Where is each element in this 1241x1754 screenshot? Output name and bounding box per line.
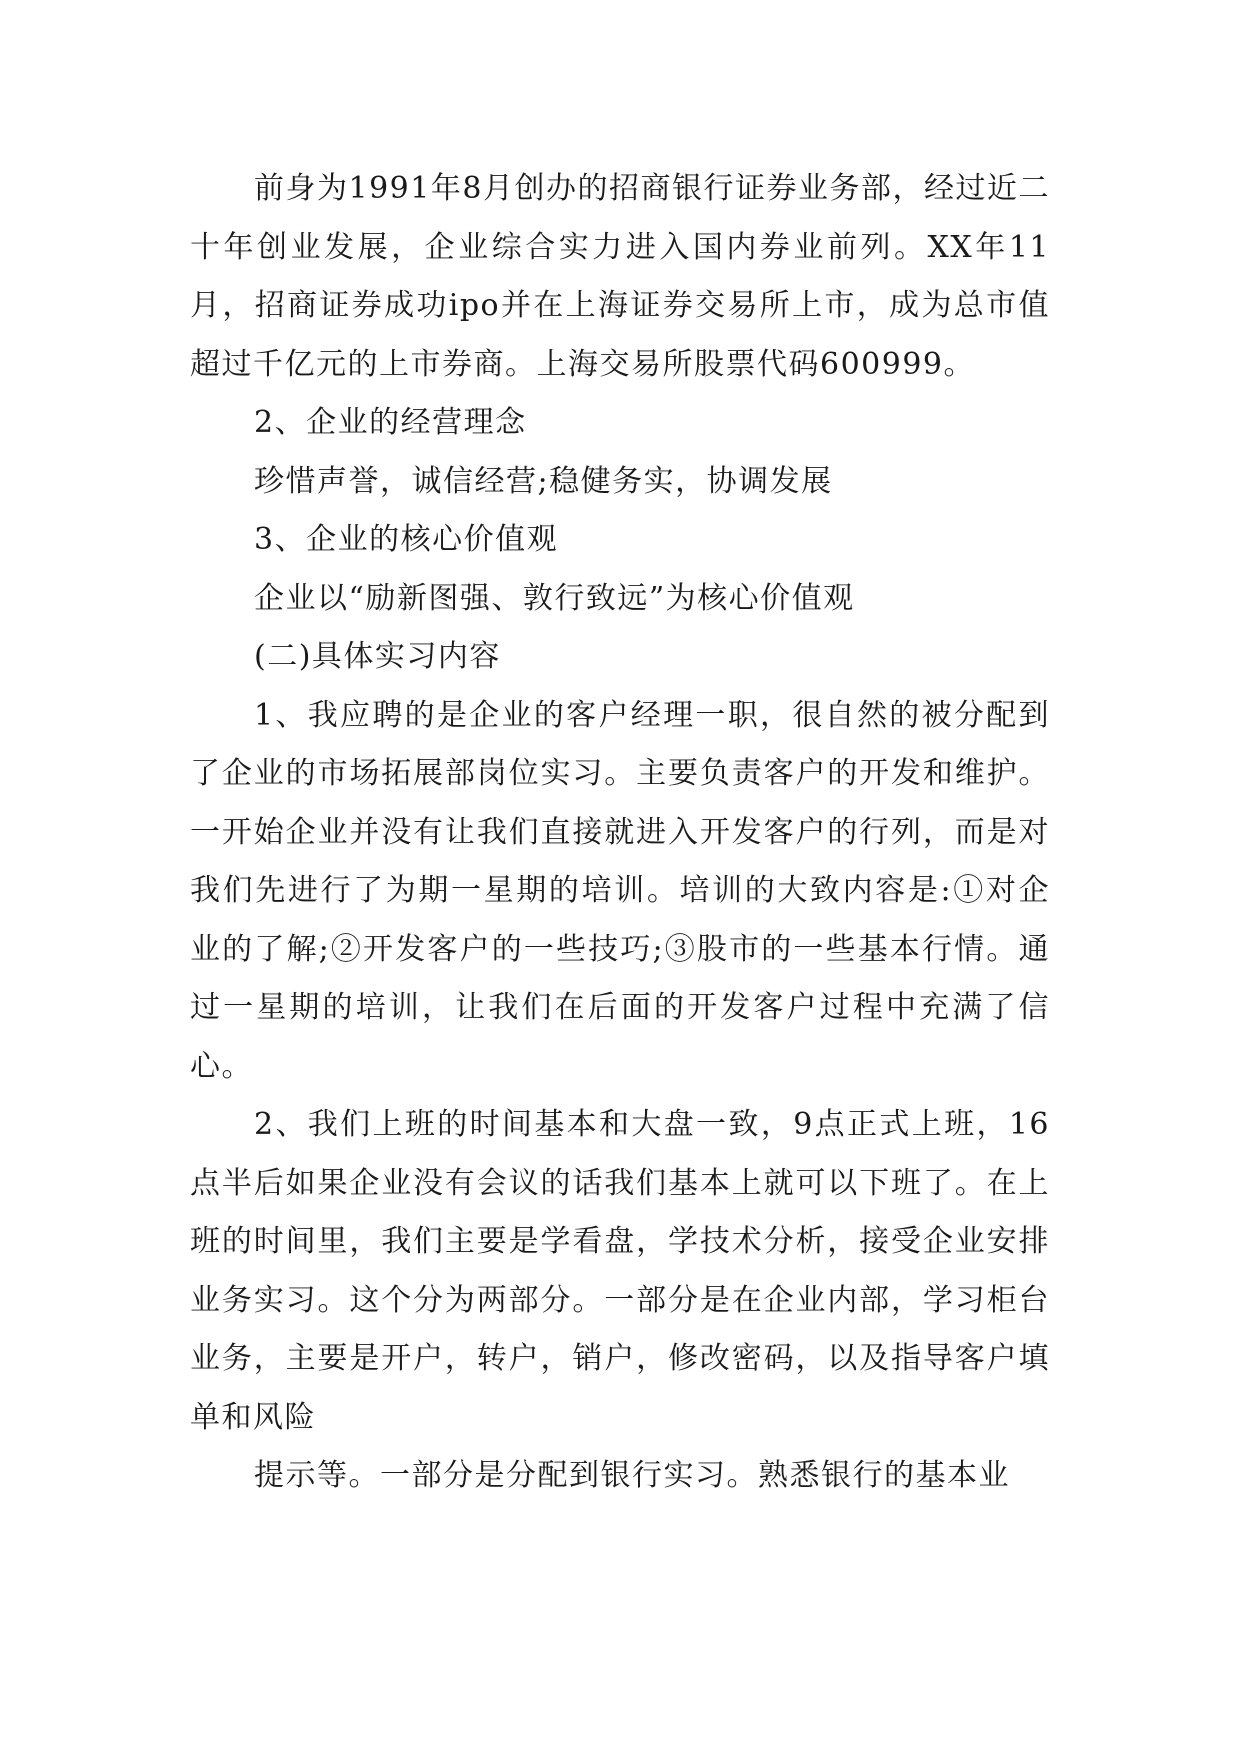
paragraph-bank-internship: 提示等。一部分是分配到银行实习。熟悉银行的基本业 — [254, 1458, 1010, 1493]
paragraph-company-history: 前身为1991年8月创办的招商银行证券业务部，经过近二十年创业发展，企业综合实力进入国内券业前列。XX年11月，招商证券成功ipo并在上海证券交易所上市，成为总市值超过千亿元的上市券商。上海交易所股票代码600999。 — [190, 171, 1050, 382]
heading-core-values: 3、企业的核心价值观 — [254, 522, 559, 557]
paragraph-business-philosophy: 珍惜声誉，诚信经营;稳健务实，协调发展 — [254, 463, 833, 499]
paragraph-core-values: 企业以“励新图强、敦行致远”为核心价值观 — [254, 580, 855, 616]
paragraph-internship-item-1: 1、我应聘的是企业的客户经理一职，很自然的被分配到了企业的市场拓展部岗位实习。主要负责客户的开发和维护。一开始企业并没有让我们直接就进入开发客户的行列，而是对我们先进行了为期一星期的培训。培训的大致内容是:①对企业的了解;②开发客户的一些技巧;③股市的一些基本行情。通过一星期的培训，让我们在后面的开发客户过程中充满了信心。 — [190, 697, 1050, 1084]
paragraph-internship-item-2: 2、我们上班的时间基本和大盘一致，9点正式上班，16点半后如果企业没有会议的话我们基本上就可以下班了。在上班的时间里，我们主要是学看盘，学技术分析，接受企业安排业务实习。这个分为两部分。一部分是在企业内部，学习柜台业务，主要是开户，转户，销户，修改密码，以及指导客户填单和风险 — [190, 1107, 1050, 1435]
document-body — [190, 160, 1050, 1506]
heading-business-philosophy: 2、企业的经营理念 — [254, 405, 527, 440]
heading-internship-content: (二)具体实习内容 — [254, 639, 501, 674]
